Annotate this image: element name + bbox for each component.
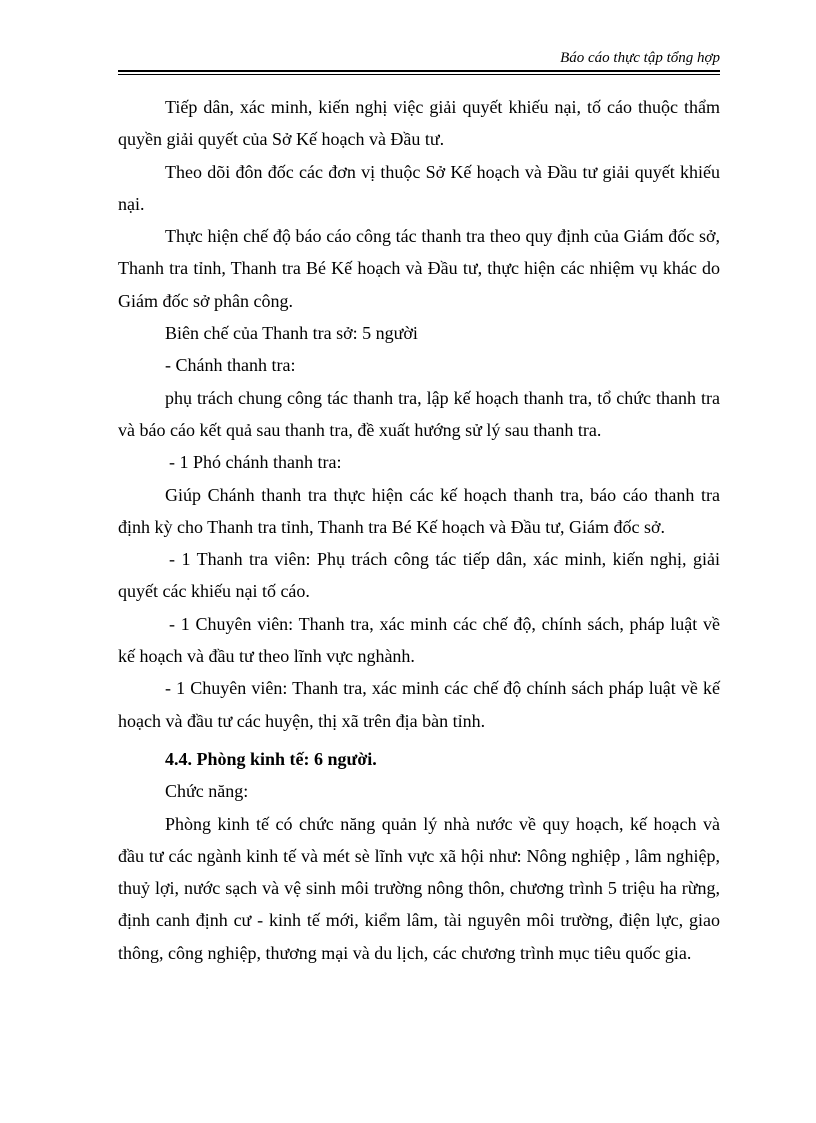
list-item: - 1 Phó chánh thanh tra:	[169, 452, 342, 473]
paragraph: Giúp Chánh thanh tra thực hiện các kế hoạch thanh tra, báo cáo thanh tra định kỳ cho Thanh tra tỉnh, Thanh tra Bé Kế hoạch và Đầu tư, Giám đốc sở.	[118, 484, 720, 537]
list-item: - 1 Thanh tra viên: Phụ trách công tác tiếp dân, xác minh, kiến nghị, giải quyết các khiếu nại tố cáo.	[118, 549, 720, 602]
paragraph: Tiếp dân, xác minh, kiến nghị việc giải quyết khiếu nại, tố cáo thuộc thẩm quyền giải quyết của Sở Kế hoạch và Đầu tư.	[118, 97, 720, 150]
section-body: Phòng kinh tế có chức năng quản lý nhà nước về quy hoạch, kế hoạch và đầu tư các ngành kinh tế và mét sè lĩnh vực xã hội như: Nông nghiệp , lâm nghiệp, thuỷ lợi, nước sạch và vệ sinh môi trường nông thôn, chương trình 5 triệu ha rừng, định canh định cư - kinh tế mới, kiểm lâm, tài nguyên môi trường, điện lực, giao thông, công nghiệp, thương mại và du lịch, các chương trình mục tiêu quốc gia.	[118, 813, 720, 963]
header-rule-thin	[118, 74, 720, 75]
section-subheading: Chức năng:	[165, 781, 249, 802]
header-rule-thick	[118, 70, 720, 72]
paragraph: Biên chế của Thanh tra sở: 5 người	[165, 323, 418, 344]
paragraph: Theo dõi đôn đốc các đơn vị thuộc Sở Kế hoạch và Đầu tư giải quyết khiếu nại.	[118, 161, 720, 214]
paragraph: Thực hiện chế độ báo cáo công tác thanh tra theo quy định của Giám đốc sở, Thanh tra tỉnh, Thanh tra Bé Kế hoạch và Đầu tư, thực hiện các nhiệm vụ khác do Giám đốc sở phân công.	[118, 226, 720, 311]
list-item: - 1 Chuyên viên: Thanh tra, xác minh các chế độ, chính sách, pháp luật về kế hoạch và đầu tư theo lĩnh vực nghành.	[118, 613, 720, 667]
header-title: Báo cáo thực tập tổng hợp	[560, 50, 720, 66]
list-item: - 1 Chuyên viên: Thanh tra, xác minh các chế độ chính sách pháp luật về kế hoạch và đầu tư các huyện, thị xã trên địa bàn tỉnh.	[118, 678, 720, 731]
list-item: - Chánh thanh tra:	[165, 355, 296, 376]
document-body	[118, 91, 720, 969]
paragraph: phụ trách chung công tác thanh tra, lập kế hoạch thanh tra, tổ chức thanh tra và báo cáo kết quả sau thanh tra, đề xuất hướng sử lý sau thanh tra.	[118, 387, 720, 440]
section-heading: 4.4. Phòng kinh tế: 6 người.	[165, 748, 377, 769]
page-header	[118, 48, 720, 70]
